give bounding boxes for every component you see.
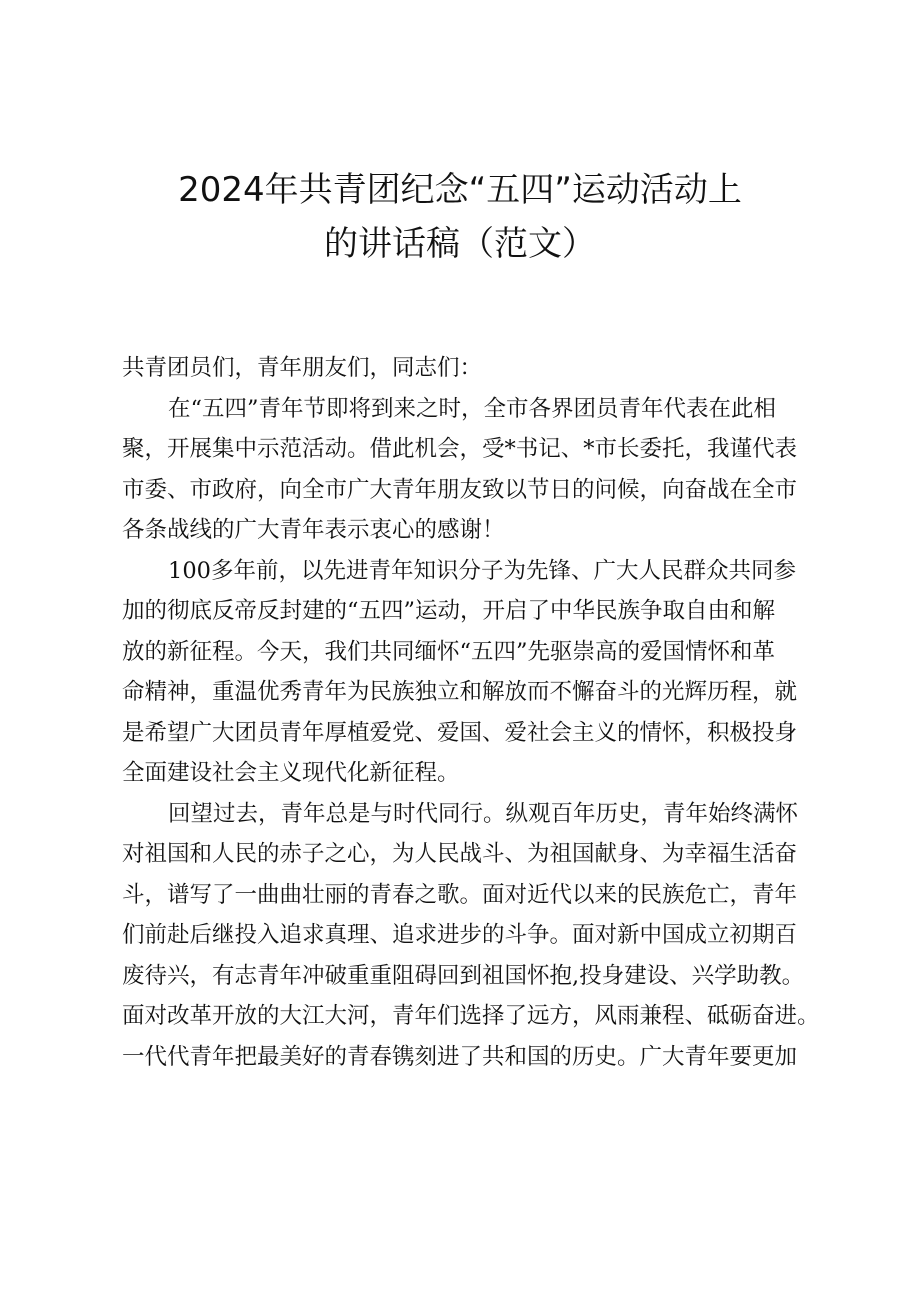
paragraph-2-line: 放的新征程。今天，我们共同缅怀“五四”先驱崇高的爱国情怀和革 bbox=[122, 638, 776, 665]
document-body bbox=[122, 348, 822, 1077]
paragraph-1-line: 聚，开展集中示范活动。借此机会，受*书记、*市长委托，我谨代表 bbox=[122, 436, 798, 462]
paragraph-2-line: 加的彻底反帝反封建的“五四”运动，开启了中华民族争取自由和解 bbox=[122, 598, 776, 624]
paragraph-1-line: 在“五四”青年节即将到来之时，全市各界团员青年代表在此相 bbox=[168, 395, 777, 422]
paragraph-3-line: 废待兴，有志青年冲破重重阻碍回到祖国怀抱,投身建设、兴学助教。 bbox=[122, 962, 805, 989]
paragraph-3-line: 们前赴后继投入追求真理、追求进步的斗争。面对新中国成立初期百 bbox=[122, 922, 798, 948]
salutation: 共青团员们，青年朋友们，同志们： bbox=[122, 355, 483, 381]
paragraph-3-line: 回望过去，青年总是与时代同行。纵观百年历史，青年始终满怀 bbox=[168, 800, 799, 827]
paragraph-2-line: 是希望广大团员青年厚植爱党、爱国、爱社会主义的情怀，积极投身 bbox=[122, 719, 798, 746]
paragraph-3-line: 对祖国和人民的赤子之心，为人民战斗、为祖国献身、为幸福生活奋 bbox=[122, 841, 798, 867]
paragraph-1-line: 各条战线的广大青年表示衷心的感谢！ bbox=[122, 517, 505, 543]
document-title bbox=[100, 163, 820, 271]
paragraph-3-line: 斗，谱写了一曲曲壮丽的青春之歌。面对近代以来的民族危亡，青年 bbox=[122, 881, 798, 908]
paragraph-2-line: 全面建设社会主义现代化新征程。 bbox=[122, 760, 460, 786]
paragraph-2-line: 命精神，重温优秀青年为民族独立和解放而不懈奋斗的光辉历程，就 bbox=[122, 679, 798, 705]
paragraph-3-line: 一代代青年把最美好的青春镌刻进了共和国的历史。广大青年要更加 bbox=[122, 1043, 798, 1070]
paragraph-1-line: 市委、市政府，向全市广大青年朋友致以节日的问候，向奋战在全市 bbox=[122, 476, 798, 503]
title-line-2: 的讲话稿（范文） bbox=[324, 224, 596, 264]
title-line-1: 2024年共青团纪念“五四”运动活动上 bbox=[178, 170, 742, 210]
paragraph-3-line: 面对改革开放的大江大河，青年们选择了远方，风雨兼程、砥砺奋进。 bbox=[122, 1003, 820, 1029]
paragraph-2-line: 100多年前，以先进青年知识分子为先锋、广大人民群众共同参 bbox=[168, 557, 796, 584]
